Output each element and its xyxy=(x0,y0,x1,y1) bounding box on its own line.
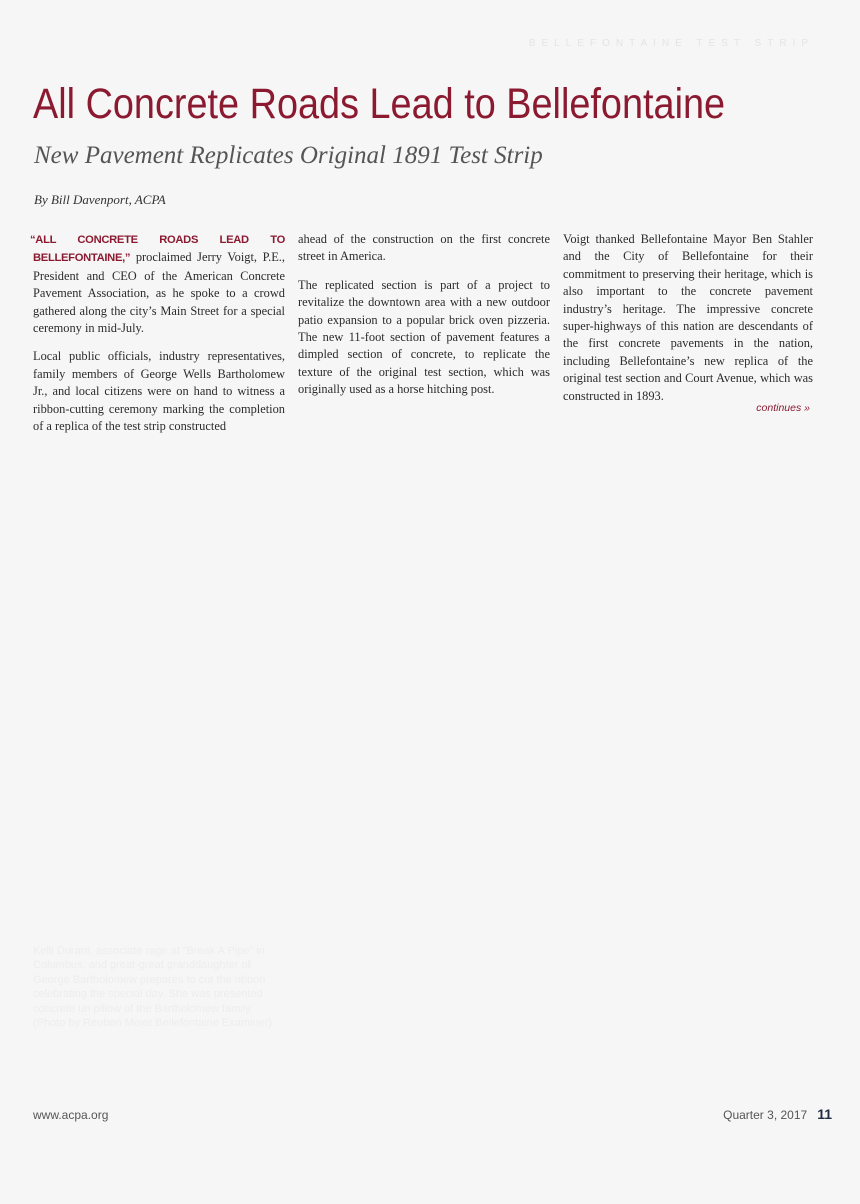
column-3 xyxy=(563,231,813,416)
paragraph xyxy=(30,231,285,337)
continues-link[interactable]: continues » xyxy=(756,402,810,414)
photo-caption: Kelli Durant, associate rage at “Break A Pipe” in Columbus, and great-great granddaughter of George Bartholomew prepares to cut the ribbon celebrating the special day. She was presented concrete un pillow of the Bartholomew family. (Photo by Reuben Meier Bellefontaine Examiner) xyxy=(33,945,273,1030)
article-subtitle: New Pavement Replicates Original 1891 Test Strip xyxy=(34,142,543,169)
article-title: All Concrete Roads Lead to Bellefontaine xyxy=(33,80,726,128)
lead-in: “ALL CONCRETE ROADS LEAD TO BELLEFONTAINE,” xyxy=(30,234,285,265)
page-number: 11 xyxy=(817,1106,832,1122)
running-head: BELLEFONTAINE TEST STRIP xyxy=(528,38,814,49)
footer-url[interactable]: www.acpa.org xyxy=(33,1108,109,1122)
paragraph: Voigt thanked Bellefontaine Mayor Ben Stahler and the City of Bellefontaine for their commitment to preserving their heritage, which is also important to the concrete pavement industry’s heritage. The impressive concrete super-highways of this nation are descendants of the first concrete pavements in the nation, including Bellefontaine’s new replica of the original test section and Court Avenue, which was constructed in 1893. xyxy=(563,232,813,403)
column-2 xyxy=(298,231,550,410)
paragraph: Local public officials, industry representatives, family members of George Wells Bartholomew Jr., and local citizens were on hand to witness a ribbon-cutting ceremony marking the completion of a replica of the test strip constructed xyxy=(33,349,285,434)
paragraph-text: proclaimed Jerry Voigt, P.E., President and CEO of the American Concrete Pavement Association, as he spoke to a crowd gathered along the city’s Main Street for a special ceremony in mid-July. xyxy=(33,250,285,336)
byline: By Bill Davenport, ACPA xyxy=(34,192,166,207)
issue-label: Quarter 3, 2017 xyxy=(723,1108,808,1122)
paragraph: The replicated section is part of a project to revitalize the downtown area with a new outdoor patio expansion to a popular brick oven pizzeria. The new 11-foot section of pavement features a dimpled section of concrete, to replicate the texture of the original test section, which was originally used as a horse hitching post. xyxy=(298,277,550,397)
paragraph: ahead of the construction on the first concrete street in America. xyxy=(298,232,550,264)
column-1 xyxy=(30,231,285,446)
footer-right xyxy=(723,1106,832,1124)
